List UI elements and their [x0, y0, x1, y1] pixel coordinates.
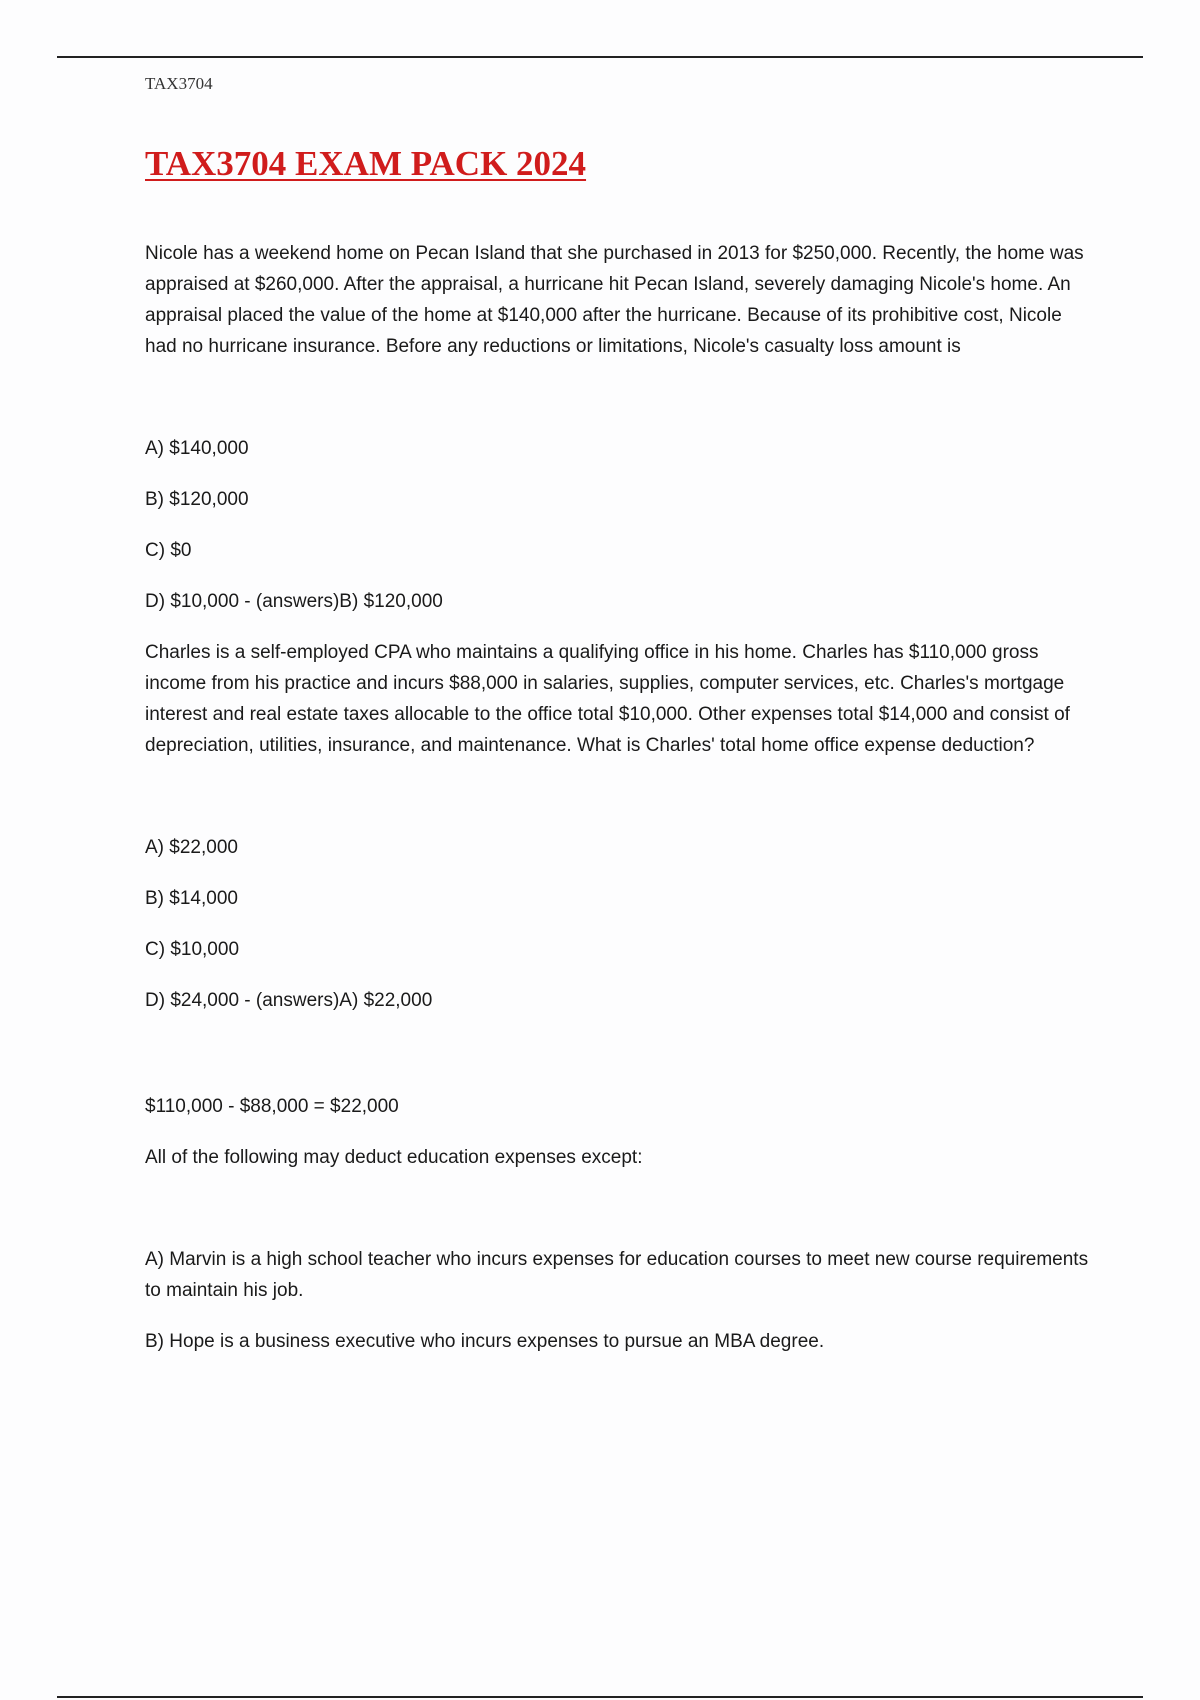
- running-header: TAX3704: [145, 74, 213, 93]
- document-body: [145, 238, 1095, 1377]
- question-1-option-b: B) $120,000: [145, 489, 249, 510]
- question-2-option-d-answer: D) $24,000 - (answers)A) $22,000: [145, 990, 433, 1011]
- question-2-option-c: C) $10,000: [145, 939, 240, 960]
- question-1-option-c: C) $0: [145, 540, 192, 561]
- question-3-option-a: A) Marvin is a high school teacher who incurs expenses for education courses to meet new course requirements to maintain his job.: [145, 1249, 1089, 1301]
- question-1-option-d-answer: D) $10,000 - (answers)B) $120,000: [145, 591, 443, 612]
- footer-rule: [57, 1696, 1143, 1698]
- question-2-option-b: B) $14,000: [145, 888, 238, 909]
- question-3-text: All of the following may deduct education expenses except:: [145, 1147, 643, 1168]
- question-3-option-b: B) Hope is a business executive who incurs expenses to pursue an MBA degree.: [145, 1331, 825, 1352]
- document-title: TAX3704 EXAM PACK 2024: [145, 144, 587, 183]
- question-2-explanation: $110,000 - $88,000 = $22,000: [145, 1096, 399, 1117]
- question-2-text: Charles is a self-employed CPA who maintains a qualifying office in his home. Charles has $110,000 gross income from his practice and incurs $88,000 in salaries, supplies, computer services, etc. Charles's mortgage interest and real estate taxes allocable to the office total $10,000. Other expenses total $14,000 and consist of depreciation, utilities, insurance, and maintenance. What is Charles' total home office expense deduction?: [145, 642, 1070, 756]
- question-1-option-a: A) $140,000: [145, 438, 249, 459]
- header-rule: [57, 56, 1143, 58]
- question-2-option-a: A) $22,000: [145, 837, 238, 858]
- question-1-text: Nicole has a weekend home on Pecan Island that she purchased in 2013 for $250,000. Recently, the home was appraised at $260,000. After the appraisal, a hurricane hit Pecan Island, severely damaging Nicole's home. An appraisal placed the value of the home at $140,000 after the hurricane. Because of its prohibitive cost, Nicole had no hurricane insurance. Before any reductions or limitations, Nicole's casualty loss amount is: [145, 243, 1084, 357]
